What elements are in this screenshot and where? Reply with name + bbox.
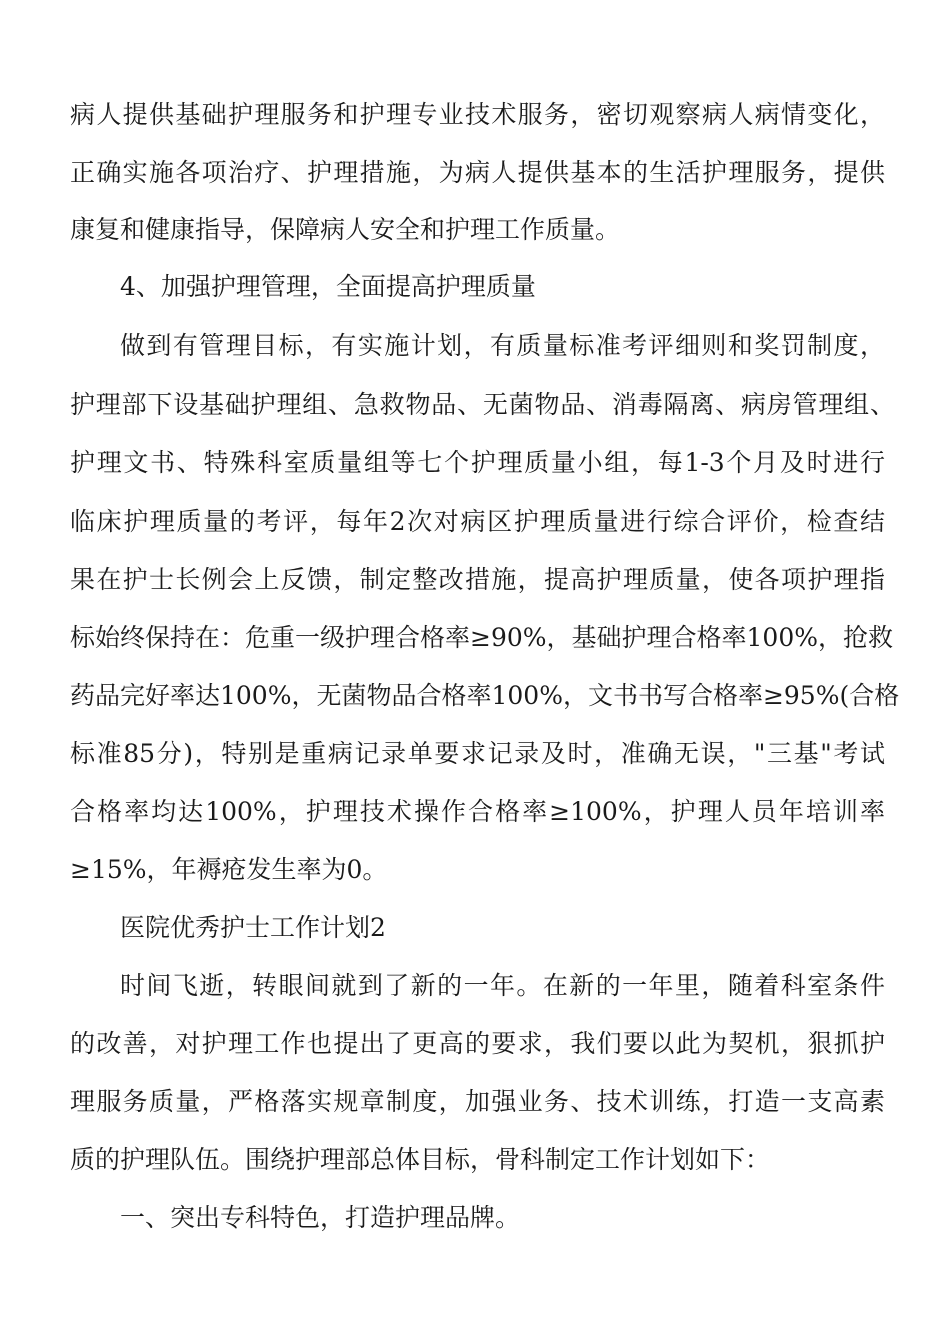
text-line: 正确实施各项治疗、护理措施，为病人提供基本的生活护理服务，提供 xyxy=(70,158,885,187)
section-heading: 医院优秀护士工作计划2 xyxy=(120,913,386,942)
text-line: 病人提供基础护理服务和护理专业技术服务，密切观察病人病情变化， xyxy=(70,100,885,129)
text-line: ≥15%，年褥疮发生率为0。 xyxy=(70,855,388,884)
paragraph-first-line: 做到有管理目标，有实施计划，有质量标准考评细则和奖罚制度， xyxy=(120,331,885,360)
text-line: 质的护理队伍。围绕护理部总体目标，骨科制定工作计划如下： xyxy=(70,1145,771,1174)
text-line: 的改善，对护理工作也提出了更高的要求，我们要以此为契机，狠抓护 xyxy=(70,1029,885,1058)
text-line: 护理部下设基础护理组、急救物品、无菌物品、消毒隔离、病房管理组、 xyxy=(70,390,895,419)
text-line: 护理文书、特殊科室质量组等七个护理质量小组，每1-3个月及时进行 xyxy=(70,448,885,477)
text-line: 康复和健康指导，保障病人安全和护理工作质量。 xyxy=(70,215,621,244)
text-line: 标准85分)，特别是重病记录单要求记录及时，准确无误，"三基"考试 xyxy=(70,739,885,768)
paragraph-first-line: 时间飞逝，转眼间就到了新的一年。在新的一年里，随着科室条件 xyxy=(120,971,885,1000)
text-line: 理服务质量，严格落实规章制度，加强业务、技术训练，打造一支高素 xyxy=(70,1087,885,1116)
section-heading: 一、突出专科特色，打造护理品牌。 xyxy=(120,1203,521,1232)
text-line: 药品完好率达100%，无菌物品合格率100%，文书书写合格率≥95%(合格 xyxy=(70,681,900,710)
text-line: 合格率均达100%，护理技术操作合格率≥100%，护理人员年培训率 xyxy=(70,797,885,826)
section-heading: 4、加强护理管理，全面提高护理质量 xyxy=(120,272,536,301)
text-line: 果在护士长例会上反馈，制定整改措施，提高护理质量，使各项护理指 xyxy=(70,565,885,594)
text-line: 标始终保持在：危重一级护理合格率≥90%，基础护理合格率100%，抢救 xyxy=(70,623,893,652)
text-line: 临床护理质量的考评，每年2次对病区护理质量进行综合评价，检查结 xyxy=(70,507,885,536)
